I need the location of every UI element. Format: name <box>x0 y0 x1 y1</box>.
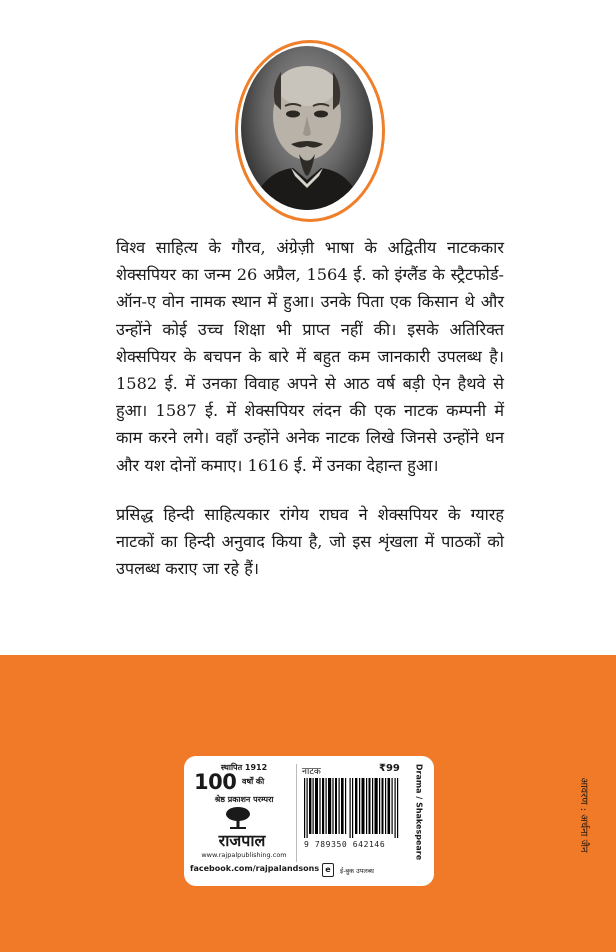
tradition-text: श्रेष्ठ प्रकाशन परम्परा <box>214 795 274 804</box>
publisher-logo-block <box>184 756 296 862</box>
author-portrait <box>241 46 373 210</box>
ebook-icon: e <box>322 863 334 877</box>
translation-paragraph: प्रसिद्ध हिन्दी साहित्यकार रांगेय राघव ने शेक्सपियर के ग्यारह नाटकों का हिन्दी अनुवाद किया है, जो इस शृंखला में पाठकों को उपलब्ध कराए जा रहे हैं। <box>116 504 504 579</box>
ebook-available-label: ई-बुक उपलब्ध <box>340 867 374 875</box>
established-text: स्थापित 1912 <box>220 763 268 772</box>
cover-design-credit <box>572 760 598 870</box>
publisher-name: राजपाल <box>218 831 266 850</box>
hundred-years-number: 100 <box>194 770 237 794</box>
isbn-barcode <box>302 778 400 838</box>
publisher-label-box <box>184 756 434 886</box>
biography-paragraph: विश्व साहित्य के गौरव, अंग्रेज़ी भाषा के अद्वितीय नाटककार शेक्सपियर का जन्म 26 अप्रैल, 1564 ई. को इंग्लैंड के स्ट्रैटफोर्ड-ऑन-ए वोन नामक स्थान में हुआ। उनके पिता एक किसान थे और उन्होंने कोई उच्च शिक्षा भी प्राप्त नहीं की। इसके अतिरिक्त शेक्सपियर के बचपन के बारे में बहुत कम जानकारी उपलब्ध है। 1582 ई. में उनका विवाह अपने से आठ वर्ष बड़ी ऐन हैथवे से हुआ। 1587 ई. में शेक्सपियर लंदन की एक नाटक कम्पनी में काम करने लगे। वहाँ उन्होंने अनेक नाटक लिखे जिनसे उन्होंने धन और यश दोनों कमाए। 1616 ई. में उनका देहान्त हुआ। <box>116 238 504 475</box>
portrait-illustration <box>241 46 373 210</box>
category-vertical <box>408 760 430 864</box>
cover-credit-text: आवरण : अर्चना जैन <box>578 777 589 853</box>
facebook-link: facebook.com/rajpalandsons <box>190 864 320 873</box>
genre-label: नाटक <box>302 767 321 777</box>
category-text: Drama / Shakespeare <box>414 763 424 861</box>
vertical-divider <box>296 764 297 862</box>
isbn-number: 9 789350 642146 <box>304 840 386 849</box>
publisher-website: www.rajpalpublishing.com <box>201 851 287 859</box>
author-biography <box>116 234 504 582</box>
price-label: ₹99 <box>379 763 400 774</box>
author-portrait-frame <box>235 40 385 222</box>
years-text: वर्षों की <box>242 777 265 786</box>
tree-logo-icon <box>224 806 252 830</box>
